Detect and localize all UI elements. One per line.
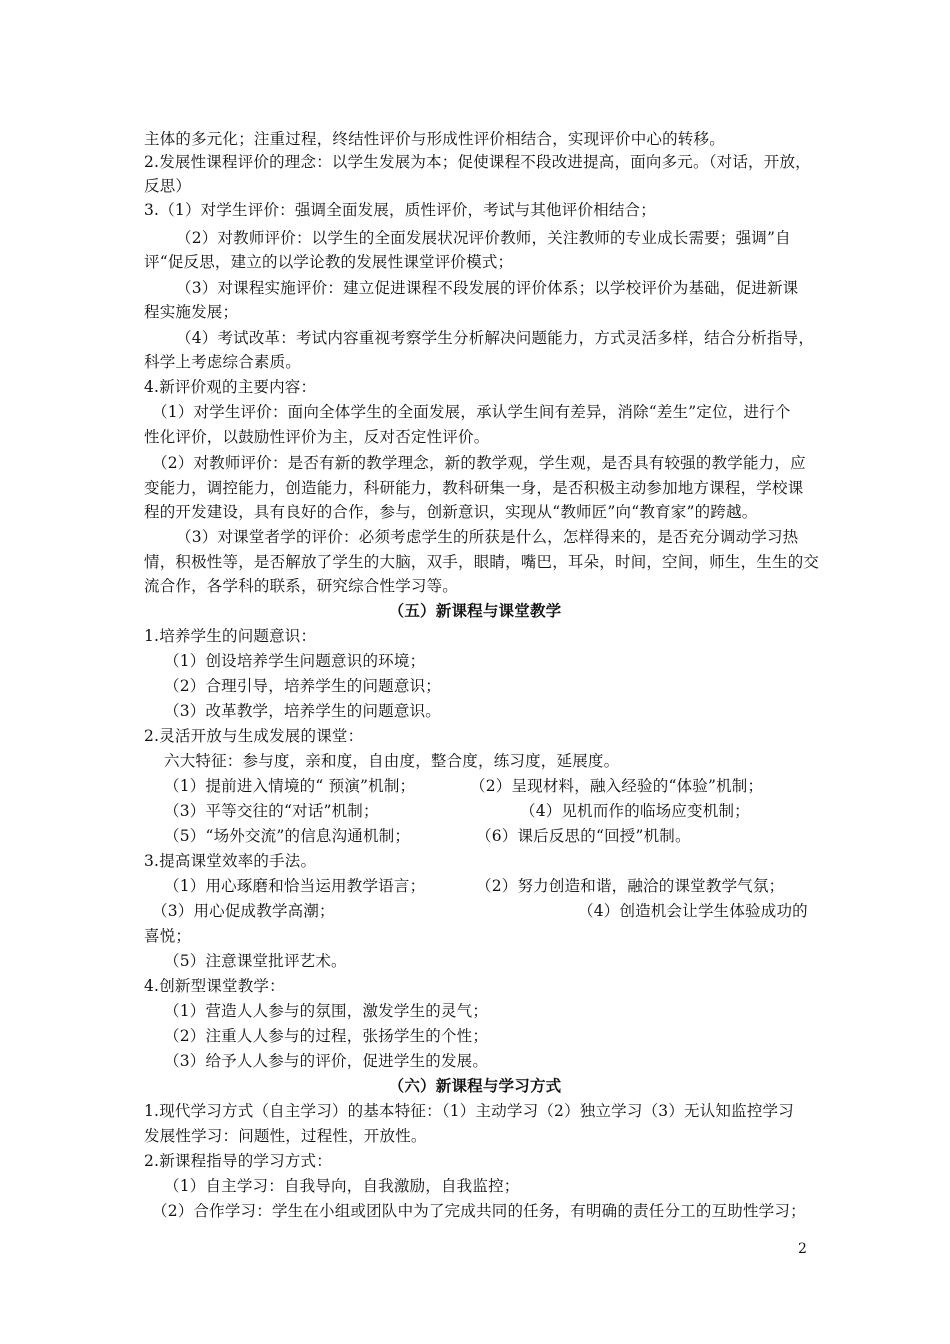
text-line: 科学上考虑综合素质。 [144, 353, 302, 371]
text-line: （6）课后反思的“回授”机制。 [476, 827, 691, 845]
text-line: 变能力，调控能力，创造能力，科研能力，教科研集一身，是否积极主动参加地方课程，学校课 [144, 479, 804, 497]
text-line: （4）见机而作的临场应变机制； [520, 802, 750, 820]
text-line: 程的开发建设，具有良好的合作，参与，创新意识，实现从“教师匠”向“教育家”的跨越。 [144, 503, 758, 521]
text-line: 反思） [144, 177, 192, 195]
text-line: （2）合作学习：学生在小组或团队中为了完成共同的任务，有明确的责任分工的互助性学习； [152, 1202, 806, 1220]
text-line: （5）注意课堂批评艺术。 [164, 952, 347, 970]
text-line: 情，积极性等，是否解放了学生的大脑，双手，眼睛，嘴巴，耳朵，时间，空间，师生，生生的交 [144, 553, 820, 571]
text-line: （3）平等交往的“对话”机制； [164, 802, 379, 820]
text-line: （3）用心促成教学高潮； [152, 902, 335, 920]
text-line: 3.（1）对学生评价：强调全面发展，质性评价，考试与其他评价相结合； [144, 201, 656, 219]
text-line: （1）自主学习：自我导向，自我激励，自我监控； [164, 1177, 520, 1195]
text-line: 评“促反思，建立的以学论教的发展性课堂评价模式； [144, 253, 514, 271]
text-line: （1）用心琢磨和恰当运用教学语言； [164, 877, 426, 895]
text-line: （2）对教师评价：是否有新的教学理念，新的教学观，学生观，是否具有较强的教学能力，应 [152, 454, 806, 472]
section-heading: （六）新课程与学习方式 [388, 1076, 562, 1095]
text-line: （4）创造机会让学生体验成功的 [578, 902, 808, 920]
text-line: 性化评价，以鼓励性评价为主，反对否定性评价。 [144, 428, 490, 446]
text-line: 2.新课程指导的学习方式： [144, 1152, 332, 1170]
text-line: （2）注重人人参与的过程，张扬学生的个性； [164, 1027, 489, 1045]
text-line: 2.灵活开放与生成发展的课堂： [144, 727, 364, 745]
text-line: 4.新评价观的主要内容： [144, 378, 317, 396]
text-line: 3.提高课堂效率的手法。 [144, 852, 317, 870]
text-line: （1）创设培养学生问题意识的环境； [164, 652, 426, 670]
text-line: 4.创新型课堂教学： [144, 977, 285, 995]
text-line: （3）给予人人参与的评价，促进学生的发展。 [164, 1052, 489, 1070]
text-line: （1）对学生评价：面向全体学生的全面发展，承认学生间有差异，消除“差生”定位，进行个 [152, 403, 791, 421]
text-line: （3）对课程实施评价：建立促进课程不段发展的评价体系；以学校评价为基础，促进新课 [176, 279, 799, 297]
text-line: （3）对课堂者学的评价：必须考虑学生的所获是什么，怎样得来的，是否充分调动学习热 [176, 528, 799, 546]
text-line: 1.现代学习方式（自主学习）的基本特征：（1）主动学习（2）独立学习（3）无认知监控学习 [144, 1102, 794, 1120]
section-heading: （五）新课程与课堂教学 [388, 601, 562, 620]
text-line: 流合作，各学科的联系，研究综合性学习等。 [144, 577, 459, 595]
text-line: 六大特征：参与度，亲和度，自由度，整合度，练习度，延展度。 [164, 752, 620, 770]
text-line: （5）“场外交流”的信息沟通机制； [164, 827, 411, 845]
text-line: 喜悦； [144, 927, 192, 945]
text-line: （3）改革教学，培养学生的问题意识。 [164, 702, 441, 720]
text-line: 发展性学习：问题性，过程性，开放性。 [144, 1127, 427, 1145]
text-line: （2）合理引导，培养学生的问题意识； [164, 677, 441, 695]
text-line: 2.发展性课程评价的理念：以学生发展为本；促使课程不段改进提高，面向多元。（对话，开放， [144, 153, 811, 171]
text-line: 程实施发展； [144, 303, 239, 321]
text-line: （2）呈现材料，融入经验的“体验”机制； [470, 777, 764, 795]
text-line: （2）对教师评价：以学生的全面发展状况评价教师，关注教师的专业成长需要；强调”自 [176, 229, 791, 247]
text-line: （1）营造人人参与的氛围，激发学生的灵气； [164, 1002, 489, 1020]
page-number: 2 [798, 1241, 807, 1257]
text-line: （1）提前进入情境的“ 预演”机制； [164, 777, 416, 795]
text-line: （4）考试改革：考试内容重视考察学生分析解决问题能力，方式灵活多样，结合分析指导， [176, 329, 815, 347]
text-line: 主体的多元化；注重过程，终结性评价与形成性评价相结合，实现评价中心的转移。 [144, 130, 725, 148]
text-line: （2）努力创造和谐，融洽的课堂教学气氛； [476, 877, 785, 895]
text-line: 1.培养学生的问题意识： [144, 627, 317, 645]
